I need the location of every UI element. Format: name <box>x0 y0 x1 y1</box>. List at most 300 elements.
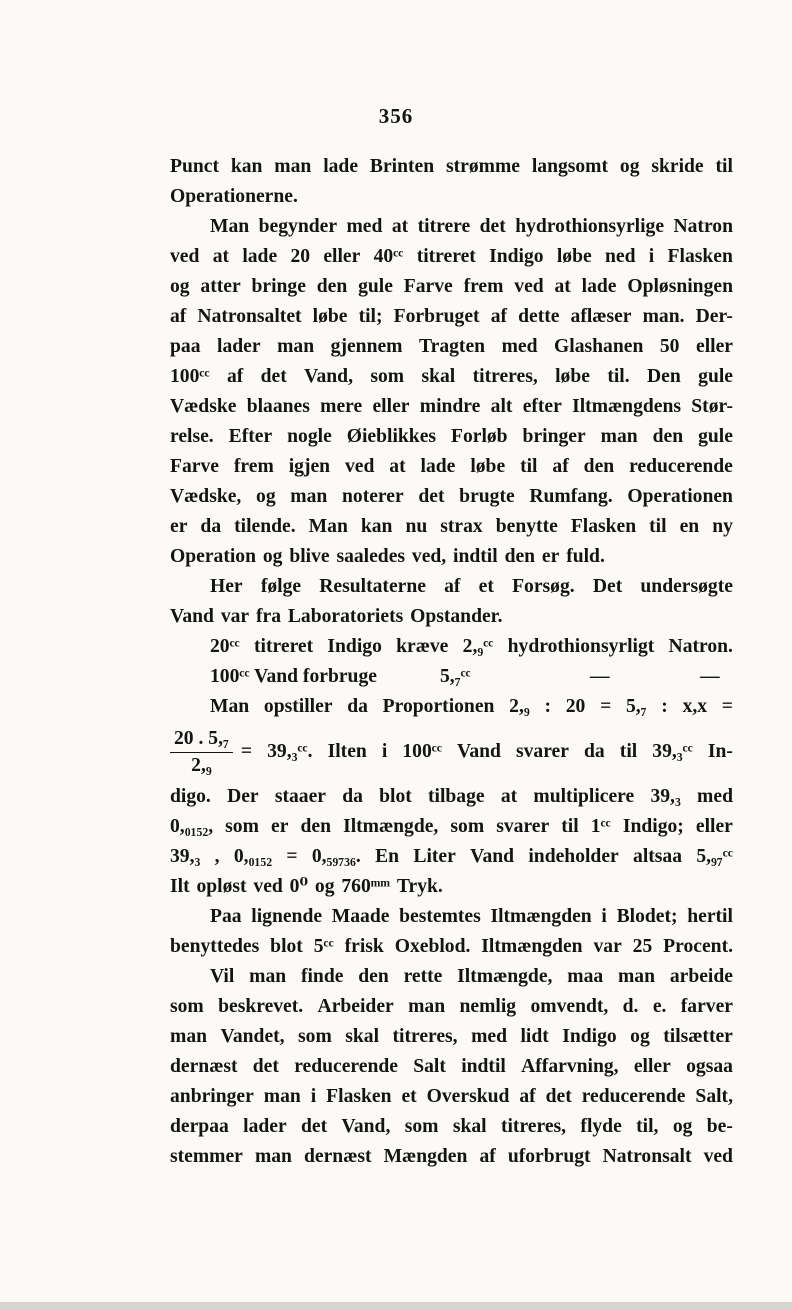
page-number: 356 <box>378 104 414 128</box>
formula-rest <box>241 737 733 767</box>
word: da <box>347 696 368 717</box>
word: Operationerne. <box>170 186 298 207</box>
word: 40ᶜᶜ <box>373 246 404 267</box>
word: Arbeider <box>317 996 394 1017</box>
text-line <box>170 1142 733 1172</box>
word: som <box>298 1026 332 1047</box>
word: Vandet, <box>220 1026 285 1047</box>
word: Vand <box>456 741 501 762</box>
word: lidt <box>520 1026 549 1047</box>
fraction-denominator: 2,₉ <box>191 754 212 776</box>
word: 5ᶜᶜ <box>313 936 334 957</box>
word: Forbruget <box>393 306 480 327</box>
word: beskrevet. <box>218 996 304 1017</box>
word: som <box>450 816 485 837</box>
word: blive <box>289 546 330 567</box>
word: derpaa <box>170 1116 229 1137</box>
word: det <box>252 1056 279 1077</box>
word: man <box>249 966 287 987</box>
word: 20 <box>290 246 311 267</box>
word: kan <box>230 156 263 177</box>
word: man. <box>642 306 685 327</box>
word: mere <box>320 396 363 417</box>
word: strax <box>440 516 483 537</box>
word: strømme <box>445 156 520 177</box>
word: af <box>226 366 244 387</box>
word: man <box>254 1146 292 1167</box>
word: 0,₀₁₅₂ <box>233 846 273 867</box>
fraction-numerator: 20 . 5,₇ <box>170 726 233 753</box>
word: mindre <box>419 396 481 417</box>
word: den <box>358 966 389 987</box>
word: at <box>554 276 571 297</box>
word: Flasken <box>326 1086 392 1107</box>
word: Operationen <box>627 486 733 507</box>
table-row-value: 5,₇ᶜᶜ <box>440 666 471 687</box>
word: Tryk. <box>396 876 443 897</box>
word: det <box>301 1116 328 1137</box>
word: nu <box>405 516 428 537</box>
text-line <box>170 572 733 602</box>
word: eller <box>633 1056 671 1077</box>
word: hydrothionsyrlige <box>515 216 665 237</box>
word: 0,₅₉₇₃₆. <box>311 846 361 867</box>
word: = <box>240 741 253 762</box>
word: e. <box>652 996 667 1017</box>
text-line <box>170 422 733 452</box>
word: man <box>263 1086 301 1107</box>
word: 760ᵐᵐ <box>341 876 391 897</box>
word: altsaa <box>633 846 683 867</box>
word: da <box>200 516 222 537</box>
word: En <box>375 846 400 867</box>
word: frisk <box>344 936 384 957</box>
word: 25 <box>632 936 653 957</box>
text-line <box>170 452 733 482</box>
word: hertil <box>687 906 733 927</box>
word: er <box>271 816 289 837</box>
word: ny <box>712 516 733 537</box>
word: d. <box>622 996 639 1017</box>
word: Man <box>210 216 250 237</box>
word: tilende. <box>234 516 296 537</box>
word: 20 <box>565 696 586 717</box>
proportion-line <box>170 692 733 722</box>
word: var <box>593 936 622 957</box>
word: saaledes <box>336 546 406 567</box>
word: som <box>225 816 259 837</box>
word: langsomt <box>531 156 609 177</box>
word: og <box>619 156 640 177</box>
word: Paa <box>210 906 242 927</box>
word: Ilt <box>170 876 190 897</box>
word: løbe <box>555 366 590 387</box>
word: 20ᶜᶜ <box>210 636 240 657</box>
word: stemmer <box>170 1146 243 1167</box>
word: Farve <box>403 276 453 297</box>
word: Man <box>308 516 348 537</box>
word: den <box>504 546 536 567</box>
word: staaer <box>274 786 326 807</box>
body-text <box>170 152 733 1172</box>
word: arbeide <box>669 966 733 987</box>
word: til, <box>636 1116 659 1137</box>
word: til; <box>358 306 383 327</box>
table-row <box>170 662 733 692</box>
word: benyttedes <box>170 936 260 957</box>
word: gjennem <box>330 336 403 357</box>
word: bringer <box>522 426 586 447</box>
formula <box>170 722 733 782</box>
word: benytte <box>495 516 558 537</box>
word: Her <box>210 576 243 597</box>
word: 1ᶜᶜ <box>590 816 611 837</box>
word: titreret <box>416 246 476 267</box>
word: relse. <box>170 426 214 447</box>
word: 5,₇ <box>625 696 647 717</box>
word: Indigo <box>562 1026 617 1047</box>
word: som <box>404 1116 439 1137</box>
text-line <box>170 902 733 932</box>
word: til <box>715 156 733 177</box>
word: noterer <box>342 486 404 507</box>
word: skal <box>421 366 456 387</box>
word: et <box>401 1086 417 1107</box>
word: Indigo; <box>622 816 684 837</box>
word: er <box>170 516 188 537</box>
word: 50 <box>659 336 680 357</box>
word: reducerende <box>294 1056 398 1077</box>
word: skal <box>345 1026 380 1047</box>
word: man <box>408 996 446 1017</box>
word: Resultaterne <box>319 576 426 597</box>
word: gule <box>698 366 733 387</box>
word: igjen <box>288 456 331 477</box>
word: i <box>381 741 388 762</box>
word: dernæst <box>170 1056 238 1077</box>
text-line <box>170 782 733 812</box>
word: Oxeblod. <box>394 936 471 957</box>
word: Iltmængden <box>481 936 583 957</box>
word: man <box>290 486 328 507</box>
word: skride <box>651 156 704 177</box>
word: opstiller <box>263 696 333 717</box>
word: til <box>649 516 667 537</box>
page-bottom-edge <box>0 1302 792 1309</box>
word: lade <box>323 156 359 177</box>
word: reducerende <box>581 1086 686 1107</box>
word: Efter <box>228 426 273 447</box>
word: af <box>490 306 508 327</box>
word: opløst <box>196 876 247 897</box>
word: lader <box>243 1116 287 1137</box>
word: man <box>600 426 638 447</box>
word: den <box>316 276 348 297</box>
word: flyde <box>580 1116 622 1137</box>
text-line <box>170 842 733 872</box>
word: Vædske <box>170 396 237 417</box>
word: løbe <box>556 246 592 267</box>
word: Blodet; <box>616 906 678 927</box>
word: omvendt, <box>530 996 609 1017</box>
word: brugte <box>459 486 515 507</box>
word: Iltmængde, <box>457 966 553 987</box>
word: af <box>552 456 569 477</box>
paragraph-block-1 <box>170 152 733 662</box>
text-line <box>170 362 733 392</box>
word: man <box>277 336 315 357</box>
word: fuld. <box>566 546 605 567</box>
word: som <box>170 996 204 1017</box>
word: til <box>520 456 538 477</box>
word: x,x <box>682 696 708 717</box>
word: : <box>661 696 668 717</box>
text-line <box>170 392 733 422</box>
text-line <box>170 332 733 362</box>
word: eller <box>372 396 410 417</box>
word: Farve <box>170 456 219 477</box>
word: at <box>391 216 409 237</box>
word: alt <box>490 396 513 417</box>
text-line <box>170 212 733 242</box>
word: Operation <box>170 546 256 567</box>
word: Der- <box>695 306 733 327</box>
word: Vand, <box>341 1116 391 1137</box>
word: den <box>300 816 331 837</box>
word: Vædske, <box>170 486 242 507</box>
fraction <box>170 726 233 779</box>
word: Salt, <box>695 1086 733 1107</box>
word: 2,₉ <box>509 696 530 717</box>
word: af <box>519 1086 536 1107</box>
word: : <box>544 696 552 717</box>
word: Overskud <box>426 1086 510 1107</box>
word: Natron. <box>668 636 733 657</box>
word: den <box>583 456 615 477</box>
word: at <box>389 456 406 477</box>
word: indeholder <box>528 846 619 867</box>
word: nemlig <box>459 996 517 1017</box>
word: Det <box>592 576 623 597</box>
word: at <box>500 786 518 807</box>
word: ved <box>170 246 200 267</box>
word: da <box>584 741 605 762</box>
word: begynder <box>258 216 338 237</box>
word: , <box>214 846 220 867</box>
word: man <box>274 156 312 177</box>
word: 5,₉₇ᶜᶜ <box>696 846 733 867</box>
word: efter <box>522 396 562 417</box>
word: følge <box>260 576 302 597</box>
word: Proportionen <box>382 696 495 717</box>
word: fra <box>255 606 281 627</box>
word: i <box>601 906 607 927</box>
word: gule <box>358 276 393 297</box>
word: og <box>630 1026 650 1047</box>
word: som <box>370 366 405 387</box>
word: maa <box>567 966 604 987</box>
word: Iltmængden <box>490 906 592 927</box>
text-line <box>170 1022 733 1052</box>
word: ved, <box>411 546 447 567</box>
word: kan <box>360 516 393 537</box>
table-row-label: 100ᶜᶜ Vand forbruge <box>210 666 377 687</box>
word: man <box>170 1026 208 1047</box>
text-line <box>170 152 733 182</box>
word: ved <box>514 276 544 297</box>
word: 39,₃ᶜᶜ. <box>267 741 313 762</box>
word: Indigo <box>489 246 544 267</box>
word: lade <box>242 246 278 267</box>
word: 0,₀₁₅₂, <box>170 816 214 837</box>
word: kræve <box>396 636 449 657</box>
paragraph-block-2 <box>170 782 733 1172</box>
word: 0⁰ <box>289 876 309 897</box>
word: farver <box>680 996 733 1017</box>
word: Forsøg. <box>512 576 575 597</box>
word: Vand <box>170 606 214 627</box>
word: til. <box>607 366 630 387</box>
word: atter <box>200 276 241 297</box>
word: frem <box>233 456 274 477</box>
text-line <box>170 632 733 662</box>
text-line <box>170 1052 733 1082</box>
word: titreres, <box>392 1026 458 1047</box>
word: titreres, <box>472 366 538 387</box>
word: og <box>256 486 276 507</box>
word: i <box>648 246 655 267</box>
word: 100ᶜᶜ <box>402 741 442 762</box>
text-line <box>170 812 733 842</box>
word: undersøgte <box>640 576 733 597</box>
word: lader <box>217 336 261 357</box>
word: indtil <box>453 546 498 567</box>
word: Punct <box>170 156 219 177</box>
word: var <box>220 606 250 627</box>
word: man <box>617 966 656 987</box>
word: Tragten <box>419 336 486 357</box>
word: Øieblikkes <box>346 426 437 447</box>
word: blaanes <box>246 396 310 417</box>
word: Procent. <box>663 936 733 957</box>
word: og <box>262 546 283 567</box>
word: = <box>600 696 612 717</box>
word: Rumfang. <box>529 486 613 507</box>
word: Natron <box>673 216 733 237</box>
word: Iltmængdens <box>572 396 681 417</box>
word: ved <box>703 1146 733 1167</box>
word: frem <box>463 276 504 297</box>
word: eller <box>696 336 733 357</box>
word: Natronsalt <box>602 1146 692 1167</box>
word: da <box>342 786 363 807</box>
word: svarer <box>516 741 569 762</box>
word: reducerende <box>629 456 733 477</box>
word: Glashanen <box>554 336 644 357</box>
word: af <box>170 306 187 327</box>
word: blot <box>379 786 412 807</box>
word: svarer <box>496 816 550 837</box>
word: af <box>444 576 461 597</box>
word: til <box>619 741 638 762</box>
table-row-dash-2: — <box>700 666 720 687</box>
word: aflæser <box>570 306 632 327</box>
word: Ilten <box>327 741 367 762</box>
word: ved <box>253 876 283 897</box>
word: lignende <box>251 906 323 927</box>
word: Flasken <box>570 516 637 537</box>
text-line <box>170 242 733 272</box>
word: Stør- <box>691 396 733 417</box>
word: løbe <box>312 306 348 327</box>
word: 39,₃ᶜᶜ <box>652 741 693 762</box>
word: nogle <box>287 426 332 447</box>
word: tilbage <box>428 786 485 807</box>
word: Vand, <box>304 366 353 387</box>
text-line <box>170 182 733 212</box>
word: In- <box>707 741 733 762</box>
word: digo. <box>170 786 211 807</box>
word: et <box>478 576 494 597</box>
word: 2,₉ᶜᶜ <box>462 636 494 657</box>
word: titrere <box>417 216 471 237</box>
word: med <box>471 1026 507 1047</box>
word: multiplicere <box>533 786 635 807</box>
text-line <box>170 272 733 302</box>
word: Forløb <box>450 426 508 447</box>
word: bestemtes <box>399 906 481 927</box>
word: Salt <box>413 1056 446 1077</box>
word: Iltmængde, <box>343 816 439 837</box>
text-line <box>170 962 733 992</box>
text-line <box>170 1112 733 1142</box>
word: løbe <box>470 456 506 477</box>
word: den <box>652 426 684 447</box>
word: gule <box>698 426 733 447</box>
word: lade <box>581 276 617 297</box>
word: Vand <box>470 846 515 867</box>
word: Laboratoriets <box>287 606 404 627</box>
word: det <box>545 1086 572 1107</box>
word: dernæst <box>304 1146 372 1167</box>
word: det <box>479 216 506 237</box>
word: ved <box>344 456 375 477</box>
text-line <box>170 542 733 572</box>
word: at <box>212 246 230 267</box>
word: og <box>170 276 190 297</box>
word: eller <box>323 246 361 267</box>
word: anbringer <box>170 1086 254 1107</box>
word: det <box>260 366 287 387</box>
word: 100ᶜᶜ <box>170 366 210 387</box>
word: til <box>561 816 579 837</box>
text-line <box>170 932 733 962</box>
word: dette <box>518 306 560 327</box>
word: finde <box>300 966 344 987</box>
word: og <box>672 1116 693 1137</box>
word: blot <box>270 936 303 957</box>
text-line <box>170 1082 733 1112</box>
word: hydrothionsyrligt <box>507 636 655 657</box>
word: Opløsningen <box>627 276 733 297</box>
word: eller <box>695 816 733 837</box>
word: tilsætter <box>663 1026 733 1047</box>
word: Affarvning, <box>521 1056 619 1077</box>
text-line <box>170 302 733 332</box>
text-line <box>170 602 733 632</box>
word: det <box>418 486 445 507</box>
word: med <box>346 216 383 237</box>
